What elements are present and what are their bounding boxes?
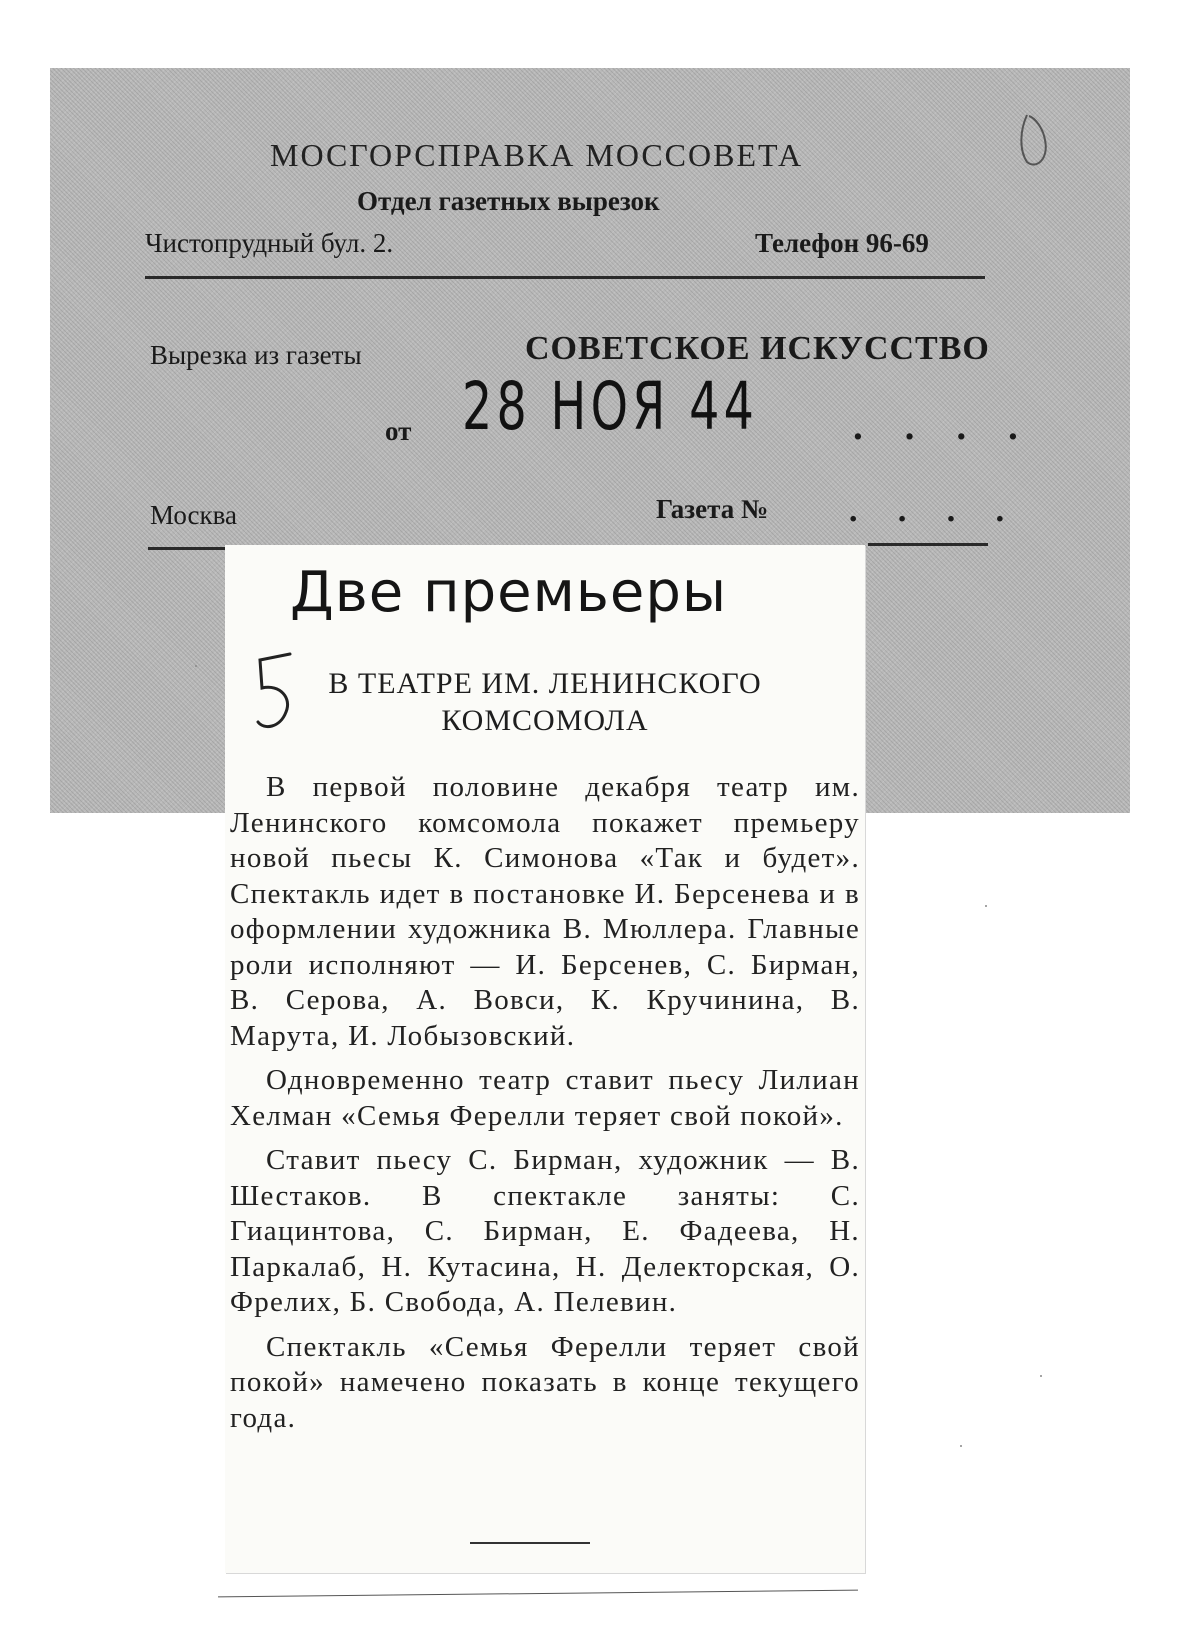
form-address: Чистопрудный бул. 2. [145, 228, 394, 258]
subheading-line-2: КОМСОМОЛА [441, 704, 649, 737]
date-dots: . . . . [852, 408, 1033, 448]
issue-dots: . . . . [848, 494, 1020, 529]
form-divider-left [148, 547, 228, 550]
date-from-label: от [385, 416, 412, 446]
date-stamp: 28 НОЯ 44 [462, 368, 759, 445]
article-headline: Две премьеры [290, 560, 728, 625]
article-body [230, 770, 860, 1445]
pencil-mark-icon [1015, 110, 1055, 170]
subheading-line-1: В ТЕАТРЕ ИМ. ЛЕНИНСКОГО [328, 667, 762, 700]
article-paragraph: В первой половине декабря театр им. Ленинского комсомола покажет премьеру новой пьесы К. Симонова «Так и будет». Спектакль идет в постановке И. Берсенева и в оформлении художника В. Мюллера. Главные роли исполняют — И. Берсенев, С. Бирман, В. Серова, А. Вовси, К. Кручинина, В. Марута, И. Лобызовский. [230, 771, 860, 1052]
article-paragraph: Спектакль «Семья Ферелли теряет свой покой» намечено показать в конце текущего года. [230, 1330, 860, 1434]
article-subheading [235, 665, 855, 739]
pencil-annotation-icon [250, 650, 300, 740]
newspaper-name: СОВЕТСКОЕ ИСКУССТВО [525, 330, 990, 367]
article-paragraph: Ставит пьесу С. Бирман, художник — В. Шестаков. В спектакле заняты: С. Гиацинтова, С. Бирман, Е. Фадеева, Н. Паркалаб, Н. Кутасина, Н. Делекторская, О. Фрелих, Б. Свобода, А. Пелевин. [230, 1144, 860, 1318]
cut-label: Вырезка из газеты [150, 340, 362, 370]
clipping-bottom-edge [218, 1590, 858, 1598]
issue-label: Газета № [656, 494, 769, 524]
form-city: Москва [150, 500, 237, 530]
form-department: Отдел газетных вырезок [357, 186, 660, 216]
form-divider [145, 276, 985, 279]
article-paragraph: Одновременно театр ставит пьесу Лилиан Хелман «Семья Ферелли теряет свой покой». [230, 1064, 860, 1132]
form-divider-right [868, 543, 988, 546]
form-title: МОСГОРСПРАВКА МОССОВЕТА [270, 137, 804, 173]
form-phone: Телефон 96-69 [755, 228, 929, 258]
article-end-rule [470, 1542, 590, 1544]
